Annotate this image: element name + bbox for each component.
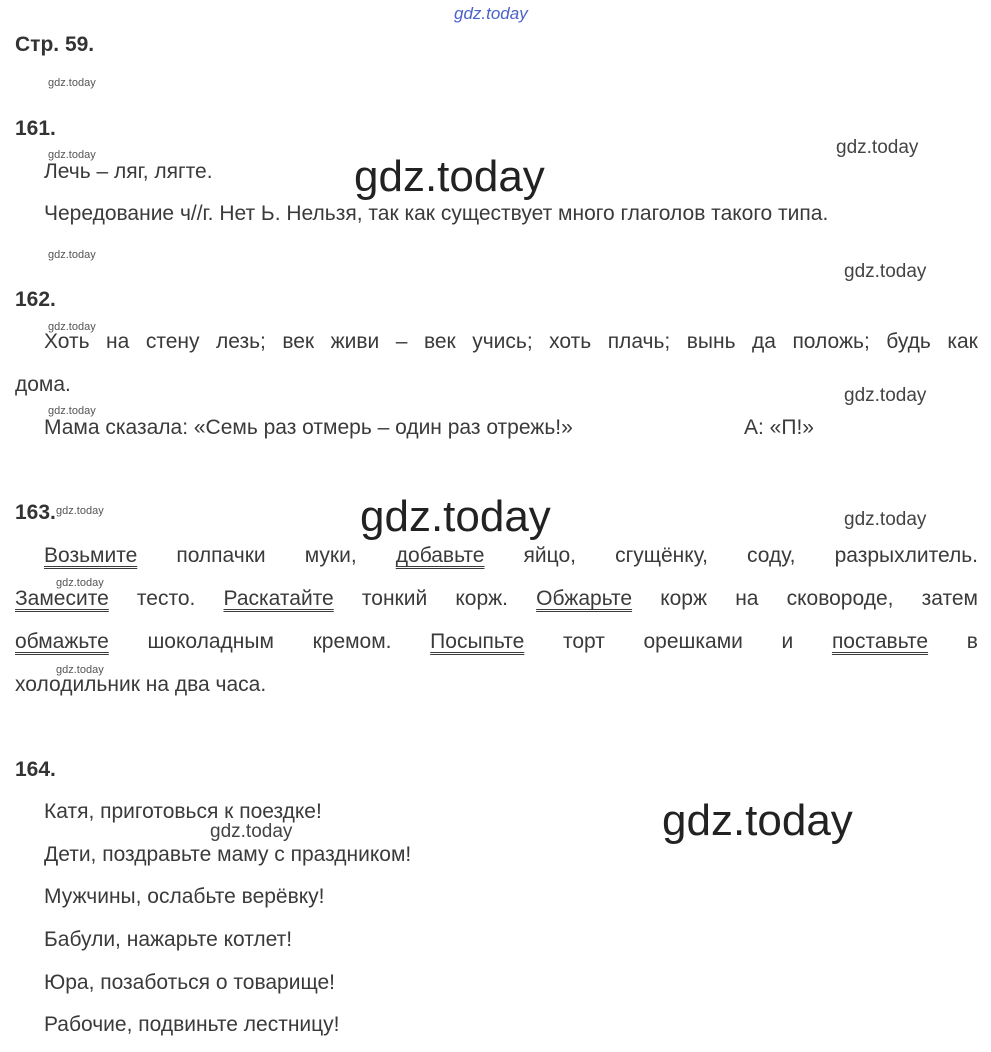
exercise-161-number: 161. [15, 117, 56, 140]
word: стену [145, 330, 200, 353]
word: торт [562, 630, 605, 653]
exercise-164-line: Дети, поздравьте маму с праздником! [44, 843, 412, 866]
word: на [735, 587, 759, 610]
exercise-163-number: 163. [15, 501, 56, 524]
underlined-verb: добавьте [395, 544, 485, 567]
watermark-small: gdz.today [56, 505, 104, 517]
word: – [395, 330, 408, 353]
watermark-top: gdz.today [454, 4, 528, 23]
exercise-163-line [15, 587, 978, 611]
word: орешками [643, 630, 743, 653]
underlined-verb: Обжарьте [536, 587, 633, 610]
word: будь [886, 330, 931, 353]
underlined-verb: Посыпьте [430, 630, 525, 653]
exercise-163-line [15, 544, 978, 568]
word: полпачки [176, 544, 266, 567]
word: учись; [472, 330, 533, 353]
exercise-163-line [15, 630, 978, 654]
word: положь; [792, 330, 870, 353]
word: сковороде, [786, 587, 894, 610]
exercise-162-line: Мама сказала: «Семь раз отмерь – один раз отрежь!» [44, 416, 573, 439]
exercise-162-line: дома. [15, 373, 71, 396]
watermark-small: gdz.today [48, 249, 96, 261]
word: затем [921, 587, 978, 610]
watermark-medium: gdz.today [836, 137, 919, 158]
watermark-medium: gdz.today [210, 821, 293, 842]
watermark-large: gdz.today [360, 492, 551, 541]
page-label: Стр. 59. [15, 33, 95, 56]
exercise-162-line [15, 330, 978, 354]
watermark-medium: gdz.today [844, 509, 927, 530]
exercise-163-line: холодильник на два часа. [15, 673, 267, 696]
watermark-small: gdz.today [48, 77, 96, 89]
word: плачь; [607, 330, 671, 353]
word: и [781, 630, 794, 653]
word: как [947, 330, 978, 353]
exercise-164-line: Бабули, нажарьте котлет! [44, 928, 293, 951]
word: яйцо, [523, 544, 576, 567]
word: муки, [304, 544, 357, 567]
watermark-small: gdz.today [48, 149, 96, 161]
word: соду, [747, 544, 796, 567]
exercise-162-answer: А: «П!» [744, 416, 814, 439]
exercise-162-number: 162. [15, 288, 56, 311]
word: шоколадным [147, 630, 274, 653]
exercise-161-line: Лечь – ляг, лягте. [44, 160, 213, 183]
watermark-medium: gdz.today [844, 261, 927, 282]
word: кремом. [312, 630, 392, 653]
word: на [106, 330, 130, 353]
word: тесто. [136, 587, 196, 610]
word: корж [660, 587, 708, 610]
underlined-verb: Раскатайте [223, 587, 334, 610]
word: вынь [686, 330, 736, 353]
underlined-verb: обмажьте [15, 630, 109, 653]
word: корж. [455, 587, 509, 610]
watermark-large: gdz.today [354, 152, 545, 201]
watermark-medium: gdz.today [844, 385, 927, 406]
word: век [282, 330, 315, 353]
word: тонкий [361, 587, 428, 610]
underlined-verb: Замесите [15, 587, 109, 610]
word: лезь; [215, 330, 266, 353]
word: век [423, 330, 456, 353]
word: живи [330, 330, 380, 353]
word: Хоть [44, 330, 90, 353]
exercise-161-line: Чередование ч//г. Нет Ь. Нельзя, так как существует много глаголов такого типа. [44, 202, 829, 225]
word: в [966, 630, 978, 653]
watermark-small: gdz.today [56, 577, 104, 589]
watermark-small: gdz.today [48, 405, 96, 417]
watermark-small: gdz.today [56, 664, 104, 676]
word: разрыхлитель. [834, 544, 978, 567]
exercise-164-line: Юра, позаботься о товарище! [44, 971, 336, 994]
exercise-164-line: Мужчины, ослабьте верёвку! [44, 885, 325, 908]
exercise-164-line: Рабочие, подвиньте лестницу! [44, 1013, 340, 1036]
underlined-verb: Возьмите [44, 544, 138, 567]
watermark-small: gdz.today [48, 321, 96, 333]
word: сгущёнку, [615, 544, 708, 567]
word: хоть [549, 330, 592, 353]
exercise-164-number: 164. [15, 758, 56, 781]
word: да [752, 330, 776, 353]
watermark-large: gdz.today [662, 796, 853, 845]
exercise-164-line: Катя, приготовься к поездке! [44, 800, 322, 823]
underlined-verb: поставьте [831, 630, 929, 653]
